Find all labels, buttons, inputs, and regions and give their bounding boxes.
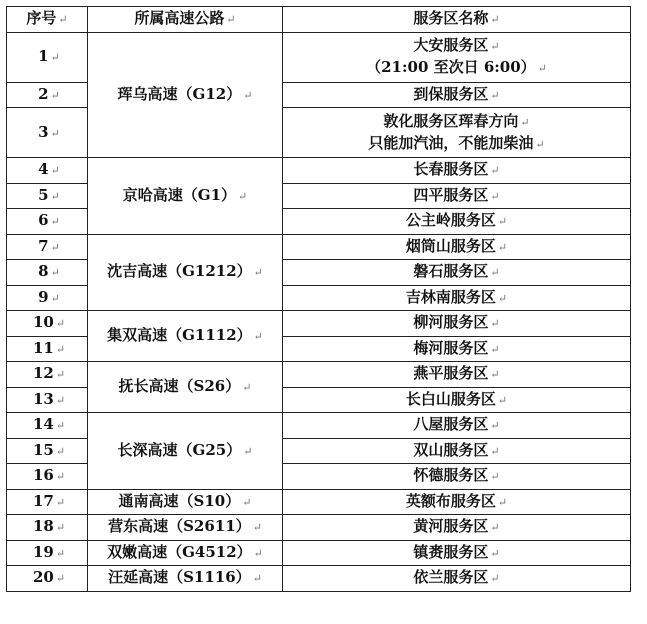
row-number-cell [7,183,88,209]
service-area-line [283,57,630,79]
paragraph-mark-icon: ↵ [490,419,500,433]
service-area-line [283,542,630,564]
service-area-cell [283,108,631,158]
paragraph-mark-icon: ↵ [50,189,60,203]
paragraph-mark-icon: ↵ [253,546,263,560]
paragraph-mark-icon: ↵ [55,546,66,560]
service-area-cell [283,387,631,413]
service-area-line [283,210,630,232]
service-area-name: 双山服务区 [413,440,489,459]
service-area-name: 柳河服务区 [413,313,489,332]
paragraph-mark-icon: ↵ [490,266,500,280]
paragraph-mark-icon: ↵ [252,572,262,586]
row-number: 5 [38,185,49,204]
service-area-line [283,516,630,538]
row-number-cell [7,32,88,82]
service-area-cell [283,158,631,184]
service-area-line [283,236,630,258]
paragraph-mark-icon: ↵ [497,495,508,509]
paragraph-mark-icon: ↵ [55,368,66,382]
service-area-cell [283,234,631,260]
service-area-name: 怀德服务区 [413,466,489,485]
row-number-cell [7,311,88,337]
paragraph-mark-icon: ↵ [50,266,60,280]
paragraph-mark-icon: ↵ [50,215,60,229]
paragraph-mark-icon: ↵ [535,137,545,151]
row-number-cell [7,158,88,184]
row-number: 8 [38,262,49,281]
row-number-cell [7,82,88,108]
row-number: 6 [38,211,49,230]
service-area-cell [283,540,631,566]
header-area-text: 服务区名称 [413,9,489,28]
service-area-cell [283,82,631,108]
service-area-line [283,185,630,207]
highway-cell [88,515,283,541]
service-area-name: 吉林南服务区 [405,287,496,306]
service-area-name: 磐石服务区 [413,262,489,281]
table-row [7,311,631,337]
row-number: 18 [32,517,54,536]
paragraph-mark-icon: ↵ [490,470,500,484]
service-area-name: 公主岭服务区 [405,211,496,230]
table-row [7,515,631,541]
service-area-line [283,133,630,155]
paragraph-mark-icon: ↵ [55,393,66,407]
paragraph-mark-icon: ↵ [490,40,500,53]
paragraph-mark-icon: ↵ [243,88,253,102]
service-area-name: 大安服务区 [413,36,489,54]
service-area-name: 烟筒山服务区 [405,236,496,255]
paragraph-mark-icon: ↵ [490,572,500,586]
row-number: 16 [32,466,54,485]
row-number-cell [7,489,88,515]
table-row [7,158,631,184]
service-area-cell [283,209,631,235]
service-area-cell [283,336,631,362]
paragraph-mark-icon: ↵ [50,126,60,140]
row-number-cell [7,362,88,388]
row-number-cell [7,413,88,439]
paragraph-mark-icon: ↵ [55,470,66,484]
paragraph-mark-icon: ↵ [253,266,263,280]
service-area-line [283,84,630,106]
row-number: 4 [38,160,49,179]
paragraph-mark-icon: ↵ [490,317,500,331]
paragraph-mark-icon: ↵ [58,13,68,27]
service-area-table [6,6,631,592]
highway-name: 双嫩高速（G4512） [107,542,252,561]
row-number-cell [7,566,88,592]
service-area-name: 依兰服务区 [413,568,489,587]
paragraph-mark-icon: ↵ [50,291,60,305]
service-area-cell [283,438,631,464]
row-number: 7 [38,236,49,255]
service-area-line [283,312,630,334]
paragraph-mark-icon: ↵ [55,572,66,586]
table-row [7,32,631,82]
highway-cell [88,32,283,158]
service-area-cell [283,489,631,515]
table-row [7,362,631,388]
highway-name: 营东高速（S2611） [108,517,251,536]
row-number-cell [7,515,88,541]
row-number: 2 [38,84,49,103]
service-area-cell [283,413,631,439]
service-area-line [283,287,630,309]
paragraph-mark-icon: ↵ [55,342,66,356]
table-row [7,489,631,515]
service-area-line [283,414,630,436]
service-area-cell [283,285,631,311]
paragraph-mark-icon: ↵ [55,419,66,433]
paragraph-mark-icon: ↵ [490,88,500,102]
row-number-cell [7,438,88,464]
service-area-line [283,440,630,462]
service-area-name: 到保服务区 [413,84,489,103]
paragraph-mark-icon: ↵ [252,521,262,535]
paragraph-mark-icon: ↵ [50,88,60,102]
paragraph-mark-icon: ↵ [55,317,66,331]
paragraph-mark-icon: ↵ [55,521,66,535]
paragraph-mark-icon: ↵ [490,444,500,458]
paragraph-mark-icon: ↵ [55,444,66,458]
service-area-cell [283,362,631,388]
paragraph-mark-icon: ↵ [490,13,500,27]
highway-cell [88,234,283,311]
row-number: 15 [32,440,54,459]
service-area-line [283,465,630,487]
row-number-cell [7,260,88,286]
service-area-line [283,261,630,283]
service-area-cell [283,515,631,541]
service-area-name: 黄河服务区 [413,517,489,536]
highway-cell [88,158,283,235]
service-area-name: 八屋服务区 [413,415,489,434]
service-area-cell [283,260,631,286]
highway-cell [88,362,283,413]
row-number: 3 [38,122,49,141]
service-area-line [283,338,630,360]
table-row [7,540,631,566]
service-area-cell [283,183,631,209]
table-row [7,234,631,260]
header-no [7,7,88,33]
highway-cell [88,540,283,566]
row-number: 10 [32,313,54,332]
service-area-line [283,111,630,133]
table-row [7,413,631,439]
service-area-line [283,567,630,589]
row-number: 13 [32,389,54,408]
service-area-name: 长春服务区 [413,160,489,179]
row-number: 1 [38,47,49,65]
service-area-cell [283,32,631,82]
service-area-name: （21:00 至次日 6:00） [366,58,536,76]
table-header-row [7,7,631,33]
paragraph-mark-icon: ↵ [50,164,60,178]
paragraph-mark-icon: ↵ [497,240,508,254]
paragraph-mark-icon: ↵ [520,115,530,129]
table-row [7,566,631,592]
row-number: 19 [32,542,54,561]
row-number: 9 [38,287,49,306]
paragraph-mark-icon: ↵ [537,62,547,75]
highway-cell [88,489,283,515]
service-area-name: 英额布服务区 [405,491,496,510]
highway-name: 京哈高速（G1） [122,185,237,204]
service-area-line [283,363,630,385]
service-area-name: 镇赉服务区 [413,542,489,561]
row-number: 17 [32,491,54,510]
row-number: 12 [32,364,54,383]
highway-name: 沈吉高速（G1212） [107,262,252,281]
paragraph-mark-icon: ↵ [226,13,236,27]
row-number-cell [7,540,88,566]
paragraph-mark-icon: ↵ [50,51,60,64]
header-no-text: 序号 [26,9,57,28]
paragraph-mark-icon: ↵ [253,330,263,343]
paragraph-mark-icon: ↵ [497,393,508,407]
row-number-cell [7,387,88,413]
paragraph-mark-icon: ↵ [490,164,500,178]
paragraph-mark-icon: ↵ [243,444,253,458]
row-number-cell [7,285,88,311]
service-area-cell [283,464,631,490]
service-area-name: 敦化服务区珲春方向 [383,111,519,130]
service-area-name: 梅河服务区 [413,338,489,357]
paragraph-mark-icon: ↵ [490,189,500,203]
paragraph-mark-icon: ↵ [497,291,508,305]
highway-cell [88,413,283,490]
highway-name: 汪延高速（S1116） [108,568,251,587]
row-number-cell [7,108,88,158]
service-area-line [283,389,630,411]
row-number-cell [7,336,88,362]
row-number: 11 [32,338,54,357]
service-area-name: 燕平服务区 [413,364,489,383]
paragraph-mark-icon: ↵ [490,368,500,382]
service-area-name: 长白山服务区 [405,389,496,408]
highway-name: 通南高速（S10） [118,491,241,510]
highway-name: 集双高速（G1112） [107,326,252,344]
service-area-cell [283,311,631,337]
paragraph-mark-icon: ↵ [55,495,66,509]
service-area-line [283,35,630,57]
highway-cell [88,311,283,362]
row-number-cell [7,209,88,235]
service-area-cell [283,566,631,592]
service-area-name: 只能加汽油，不能加柴油 [368,133,534,152]
row-number: 14 [32,415,54,434]
header-highway-text: 所属高速公路 [134,9,225,28]
service-area-line [283,491,630,513]
header-highway [88,7,283,33]
highway-name: 抚长高速（S26） [118,377,241,395]
paragraph-mark-icon: ↵ [497,215,508,229]
service-area-line [283,159,630,181]
row-number-cell [7,234,88,260]
row-number: 20 [32,568,54,587]
paragraph-mark-icon: ↵ [490,521,500,535]
highway-name: 长深高速（G25） [117,440,242,459]
paragraph-mark-icon: ↵ [490,546,500,560]
header-area [283,7,631,33]
paragraph-mark-icon: ↵ [50,240,60,254]
highway-name: 珲乌高速（G12） [117,84,242,103]
paragraph-mark-icon: ↵ [490,342,500,356]
paragraph-mark-icon: ↵ [238,189,248,203]
service-area-name: 四平服务区 [413,185,489,204]
table-body [7,7,631,592]
row-number-cell [7,464,88,490]
paragraph-mark-icon: ↵ [242,381,252,394]
highway-cell [88,566,283,592]
paragraph-mark-icon: ↵ [242,495,252,509]
